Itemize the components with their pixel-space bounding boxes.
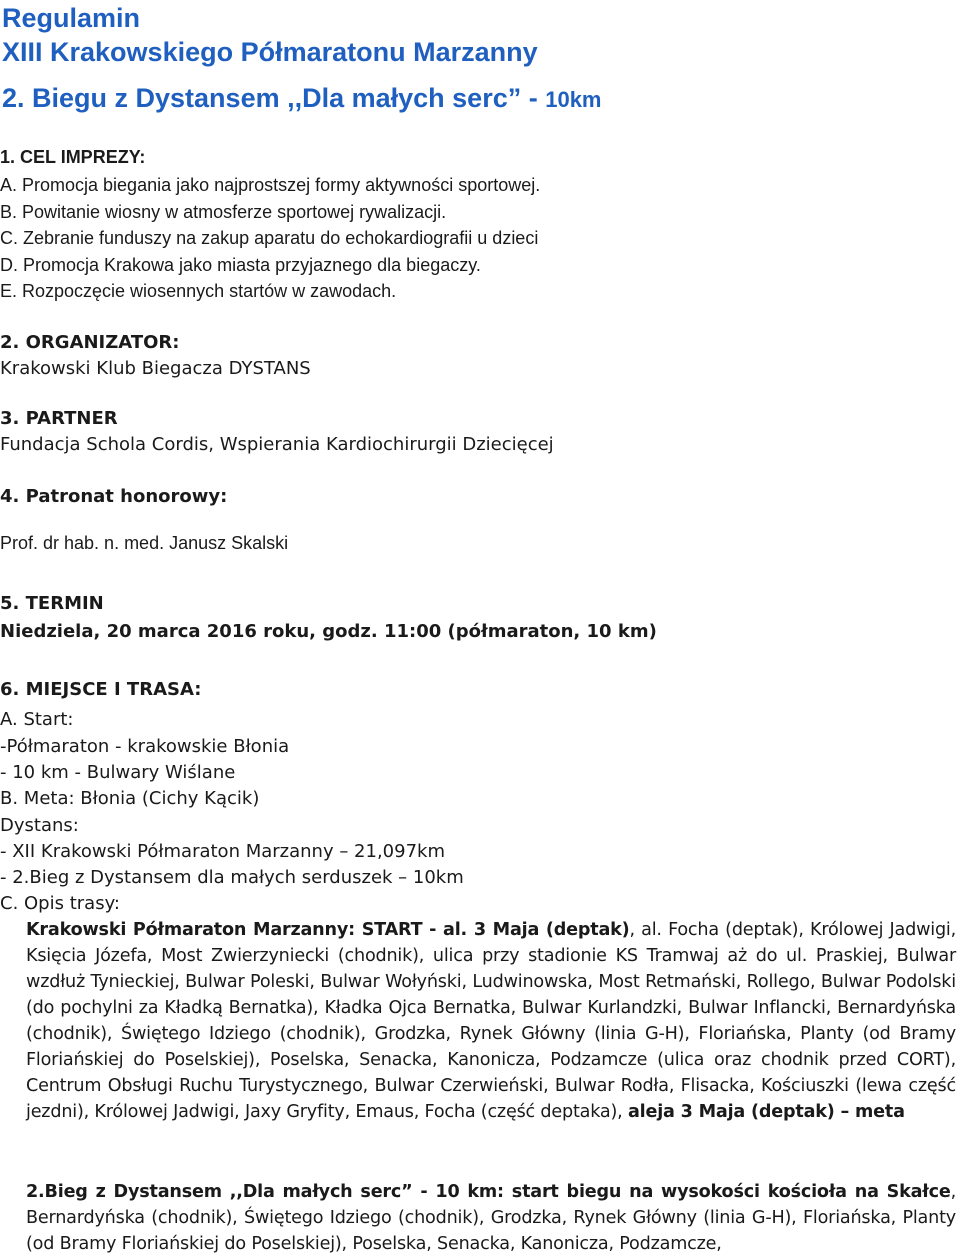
route-halfmarathon-finish: aleja 3 Maja (deptak) – meta xyxy=(627,1102,905,1122)
list-item: C. Zebranie funduszy na zakup aparatu do echokardiografii u dzieci xyxy=(0,228,539,248)
section-5-heading: 5. TERMIN xyxy=(0,593,104,614)
list-item: D. Promocja Krakowa jako miasta przyjaznego dla biegaczy. xyxy=(0,254,481,275)
route-10km-start: 2.Bieg z Dystansem ,,Dla małych serc” - 10 km: start biegu na wysokości kościoła na Skałce xyxy=(26,1182,951,1202)
section-6-heading: 6. MIEJSCE I TRASA: xyxy=(0,679,202,700)
route-10km xyxy=(26,1179,956,1257)
section-3-heading: 3. PARTNER xyxy=(0,408,118,429)
organizer-name: Krakowski Klub Biegacza DYSTANS xyxy=(0,358,311,379)
section-1-heading: 1. CEL IMPREZY: xyxy=(0,147,146,167)
start-label: A. Start: xyxy=(0,709,74,730)
distance-10km: - 2.Bieg z Dystansem dla małych serduszek – 10km xyxy=(0,867,464,888)
partner-name: Fundacja Schola Cordis, Wspierania Kardiochirurgii Dziecięcej xyxy=(0,434,554,455)
list-item: B. Powitanie wiosny w atmosferze sportowej rywalizacji. xyxy=(0,201,447,222)
list-item: A. Promocja biegania jako najprostszej formy aktywności sportowej. xyxy=(0,175,541,195)
doc-title-run-distance: 10km xyxy=(545,87,602,112)
event-date: Niedziela, 20 marca 2016 roku, godz. 11:00 (półmaraton, 10 km) xyxy=(0,621,657,642)
section-2-heading: 2. ORGANIZATOR: xyxy=(0,332,180,353)
route-10km-streets: , Bernardyńska (chodnik), Świętego Idziego (chodnik), Grodzka, Rynek Główny (linia G-H), Floriańska, Planty (od Bramy Floriańskiej do Poselskiej), Poselska, Senacka, Kanonicza, Podzamcze, xyxy=(26,1182,956,1254)
list-item: E. Rozpoczęcie wiosennych startów w zawodach. xyxy=(0,281,397,301)
doc-title-run xyxy=(2,82,602,116)
route-halfmarathon-streets: , al. Focha (deptak), Królowej Jadwigi, Księcia Józefa, Most Zwierzyniecki (chodnik), ulica przy stadionie KS Tramwaj aż do ul. Praskiej, Bulwar wzdłuż Tynieckiej, Bulwar Poleski, Bulwar Wołyński, Ludwinowska, Most Retmański, Rollego, Bulwar Podolski (do pochylni za Kładką Bernatka), Kładka Ojca Bernatka, Bulwar Kurlandzki, Bulwar Inflancki, Bernardyńska (chodnik), Świętego Idziego (chodnik), Grodzka, Rynek Główny (linia G-H), Floriańska, Planty (od Bramy Floriańskiej do Poselskiej), Poselska, Senacka, Kanonicza, Podzamcze (ulica oraz chodnik przed CORT), Centrum Obsługi Ruchu Turystycznego, Bulwar Czerwieński, Bulwar Rodła, Flisacka, Kościuszki (lewa część jezdni), Królowej Jadwigi, Jaxy Gryfity, Emaus, Focha (część deptaka), xyxy=(26,920,956,1122)
patron-name: Prof. dr hab. n. med. Janusz Skalski xyxy=(0,533,289,553)
section-1-list xyxy=(0,172,540,305)
distances-label: Dystans: xyxy=(0,815,79,836)
section-4-heading: 4. Patronat honorowy: xyxy=(0,486,228,507)
start-10km: - 10 km - Bulwary Wiślane xyxy=(0,762,236,783)
route-label: C. Opis trasy: xyxy=(0,893,120,914)
doc-title-run-main: 2. Biegu z Dystansem ,,Dla małych serc” - xyxy=(2,83,546,113)
start-halfmarathon: -Półmaraton - krakowskie Błonia xyxy=(0,736,290,757)
distance-halfmarathon: - XII Krakowski Półmaraton Marzanny – 21,097km xyxy=(0,841,445,862)
route-halfmarathon xyxy=(26,917,956,1125)
doc-title-event: XIII Krakowskiego Półmaratonu Marzanny xyxy=(2,37,538,67)
route-halfmarathon-start: Krakowski Półmaraton Marzanny: START - al. 3 Maja (deptak) xyxy=(26,920,630,940)
finish-location: B. Meta: Błonia (Cichy Kącik) xyxy=(0,788,260,809)
doc-title: Regulamin xyxy=(2,3,141,33)
